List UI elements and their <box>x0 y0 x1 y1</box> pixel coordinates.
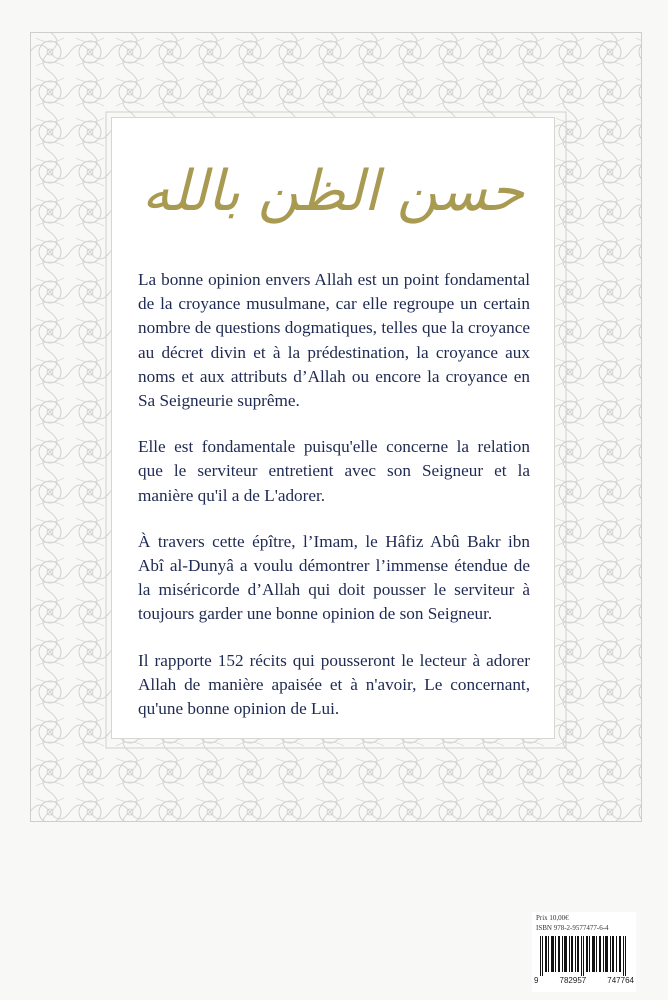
barcode-digits <box>534 976 634 985</box>
paragraph-3: À travers cette épître, l’Imam, le Hâfiz Abû Bakr ibn Abî al-Dunyâ a voulu démontrer l’immense étendue de la miséricorde d’Allah qui doit pousser le serviteur à toujours garder une bonne opinion de son Seigneur. <box>138 531 530 624</box>
text-panel <box>112 118 554 738</box>
arabic-calligraphy-title <box>112 136 554 246</box>
barcode-digits-right: 747764 <box>607 976 634 985</box>
paragraph-2: Elle est fondamentale puisqu'elle concerne la relation que le serviteur entretient avec son Seigneur et la manière qu'il a de L'adorer. <box>138 437 530 505</box>
barcode-icon <box>536 936 632 976</box>
barcode-digits-left: 782957 <box>559 976 587 985</box>
paragraph-4: Il rapporte 152 récits qui pousseront le lecteur à adorer Allah de manière apaisée et à n'avoir, Le concernant, qu'une bonne opinion de Lui. <box>138 650 530 719</box>
description-text <box>138 268 530 743</box>
paragraph-1: La bonne opinion envers Allah est un point fondamental de la croyance musulmane, car elle regroupe un certain nombre de questions dogmatiques, telles que la croyance au décret divin et à la prédestination, la croyance aux noms et aux attributs d’Allah ou encore la croyance en Sa Seigneurie suprême. <box>138 270 530 411</box>
barcode-digit-lead: 9 <box>534 976 539 985</box>
calligraphy-text: حسن الظن بالله <box>141 158 525 224</box>
isbn-text: ISBN 978-2-9577477-6-4 <box>536 924 609 932</box>
price-text: Prix 10,00€ <box>536 914 569 922</box>
barcode-label <box>532 912 636 992</box>
